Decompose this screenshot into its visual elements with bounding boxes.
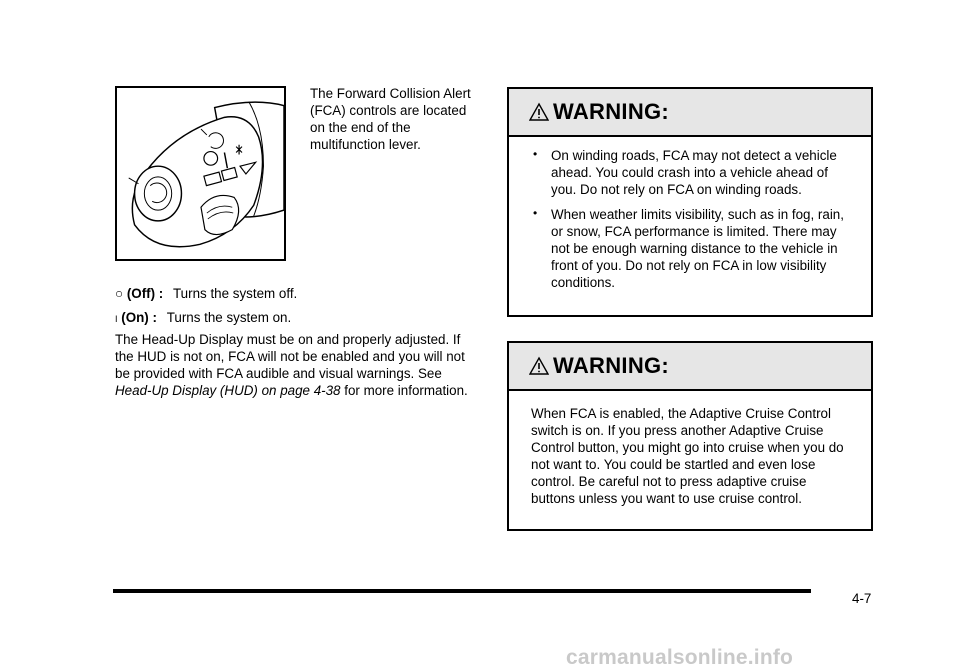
warning-triangle-icon (529, 102, 549, 122)
warning-header (509, 89, 871, 137)
list-item (531, 206, 853, 291)
warning-box-adaptive-cruise (507, 341, 873, 531)
cross-reference-link[interactable]: Head-Up Display (HUD) on page 4-38 (115, 383, 341, 398)
definition-on (115, 309, 291, 328)
definition-term: (On) : (121, 310, 157, 325)
bullet-text: When weather limits visibility, such as in fog, rain, or snow, FCA performance is limited. There may not be enough warning distance to the vehicle in front of you. Do not rely on FCA in low visibility conditions. (551, 207, 844, 290)
definition-term: (Off) : (126, 286, 164, 301)
bullet-text: On winding roads, FCA may not detect a vehicle ahead. You could crash into a vehicle ahead of you. Do not rely on FCA on winding roads. (551, 148, 837, 197)
warning-title: WARNING: (553, 353, 670, 378)
figure-caption: The Forward Collision Alert (FCA) controls are located on the end of the multifunction lever. (310, 86, 471, 152)
rotary-dial (135, 166, 182, 221)
paragraph-text: The Head-Up Display must be on and properly adjusted. If the HUD is not on, FCA will not be enabled and you will not be provided with FCA audible and visual warnings. See (115, 332, 465, 381)
warning-bullet-list (531, 147, 853, 291)
warning-body (509, 137, 871, 291)
page-number: 4-7 (852, 591, 872, 606)
definition-desc: Turns the system on. (166, 310, 292, 325)
bullet-icon: • (533, 147, 538, 161)
warning-body (509, 391, 871, 507)
multifunction-lever-figure (115, 86, 286, 261)
off-symbol-icon: ○ (115, 286, 124, 301)
warning-header (509, 343, 871, 391)
lever-paddle (201, 195, 239, 234)
warning-title: WARNING: (553, 99, 670, 124)
watermark: carmanualsonline.info (566, 646, 794, 669)
warning-box-winding-roads (507, 87, 873, 317)
hud-paragraph (115, 331, 475, 399)
on-symbol-icon: I (115, 314, 118, 324)
fca-button-icon (204, 152, 218, 166)
lever-illustration (117, 88, 284, 259)
paragraph-text: for more information. (340, 383, 468, 398)
warning-text: When FCA is enabled, the Adaptive Cruise Control switch is on. If you press another Adaptive Cruise Control button, you might go into cruise when you do not want to. You could be startled and even lose control. Be careful not to press adaptive cruise buttons unless you want to use cruise control. (531, 406, 844, 506)
list-item (531, 147, 853, 198)
footer-rule (113, 589, 811, 593)
definition-off (115, 285, 297, 302)
definition-desc: Turns the system off. (173, 286, 298, 301)
bullet-icon: • (533, 206, 538, 220)
warning-triangle-icon (529, 356, 549, 376)
